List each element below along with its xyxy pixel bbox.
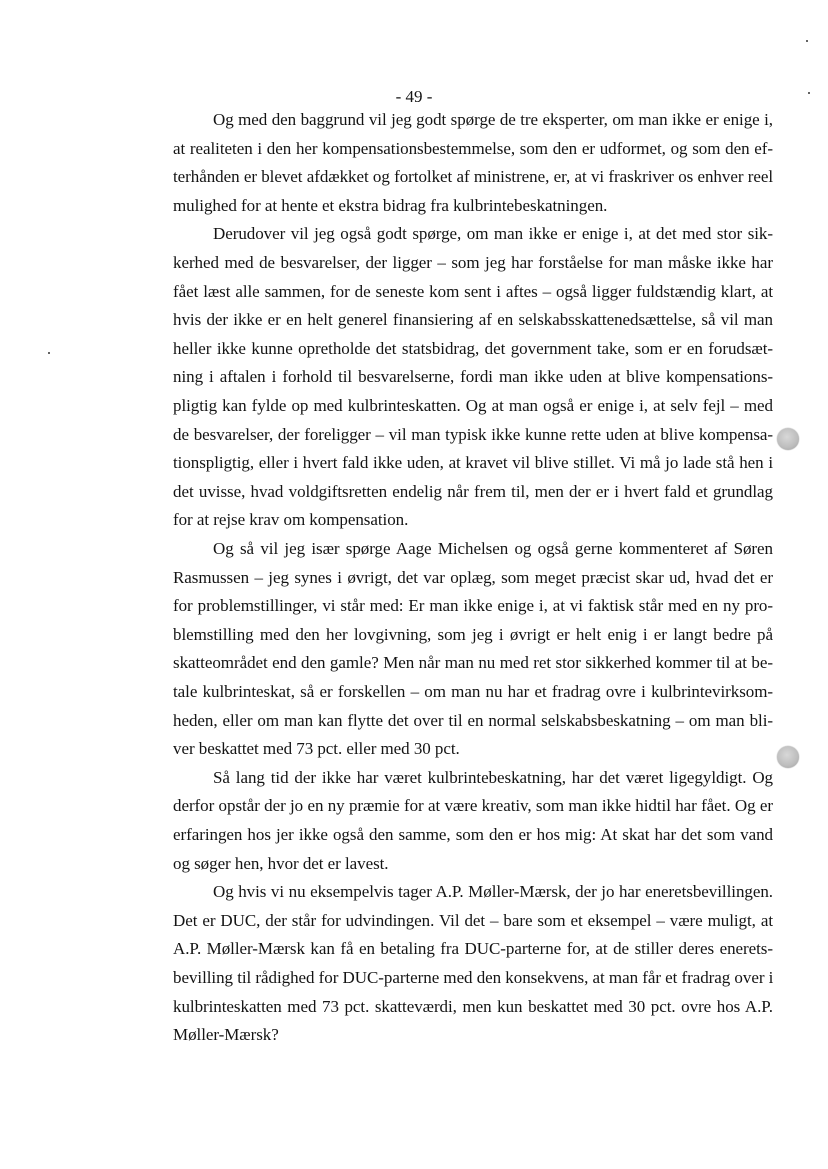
- paragraph-line: erfaringen hos jer ikke også den samme, som den er hos mig: At skat har det som vand: [173, 825, 773, 844]
- paragraph-line: kulbrinteskatten med 73 pct. skatteværdi, men kun beskattet med 30 pct. ovre hos A.P.: [173, 996, 773, 1016]
- paragraph-line: Møller-Mærsk?: [173, 1025, 279, 1045]
- paragraph-line: pligtig kan fylde op med kulbrinteskatten. Og at man også er enige i, at selv fejl – med: [173, 396, 773, 415]
- paragraph-line: tionspligtig, eller i hvert fald ikke uden, at kravet vil blive stillet. Vi må jo lade stå hen i: [173, 453, 773, 473]
- punch-hole: [777, 428, 799, 450]
- scan-speck: [48, 352, 50, 354]
- paragraph-first-line: Så lang tid der ikke har været kulbrintebeskatning, har det været ligegyldigt. Og: [213, 767, 773, 787]
- paragraph-line: skatteområdet end den gamle? Men når man nu med ret stor sikkerhed kommer til at be-: [173, 653, 773, 673]
- paragraph-line: Rasmussen – jeg synes i øvrigt, det var oplæg, som meget præcist skar ud, hvad det er: [173, 567, 773, 587]
- paragraph-line: ver beskattet med 73 pct. eller med 30 pct.: [173, 739, 460, 759]
- paragraph-first-line: Derudover vil jeg også godt spørge, om man ikke er enige i, at det med stor sik-: [213, 224, 773, 244]
- paragraph-line: bevilling til rådighed for DUC-parterne med den konsekvens, at man får et fradrag over i: [173, 968, 774, 987]
- paragraph-line: fået læst alle sammen, for de seneste kom sent i aftes – også ligger fuldstændig klart, at: [173, 281, 773, 301]
- paragraph-line: ning i aftalen i forhold til besvarelserne, fordi man ikke uden at blive kompensations-: [173, 367, 773, 387]
- paragraph-line: blemstilling med den her lovgivning, som jeg i øvrigt er helt enig i er langt bedre på: [173, 624, 773, 644]
- paragraph-line: hvis der ikke er en helt generel finansiering af en selskabsskattenedsættelse, så vil man: [173, 310, 773, 330]
- paragraph-line: A.P. Møller-Mærsk kan få en betaling fra DUC-parterne for, at de stiller deres enerets-: [173, 939, 773, 959]
- paragraph-line: heller ikke kunne opretholde det statsbidrag, det government take, som er en forudsæt-: [173, 338, 773, 358]
- paragraph-line: tale kulbrinteskat, så er forskellen – om man nu har et fradrag ovre i kulbrintevirksom-: [173, 682, 773, 701]
- paragraph-line: og søger hen, hvor det er lavest.: [173, 853, 389, 873]
- paragraph-line: terhånden er blevet afdækket og fortolket af ministrene, er, at vi fraskriver os enhver reel: [173, 167, 773, 187]
- paragraph-line: mulighed for at hente et ekstra bidrag fra kulbrintebeskatningen.: [173, 195, 608, 215]
- paragraph-line: at realiteten i den her kompensationsbestemmelse, som den er udformet, og som den ef-: [173, 138, 773, 158]
- paragraph-first-line: Og så vil jeg især spørge Aage Michelsen og også gerne kommenteret af Søren: [213, 539, 773, 558]
- paragraph-line: de besvarelser, der foreligger – vil man typisk ikke kunne rette uden at blive kompensa-: [173, 424, 773, 444]
- paragraph-line: for problemstillinger, vi står med: Er man ikke enige i, at vi faktisk står med en ny pro-: [173, 596, 773, 616]
- punch-hole: [777, 746, 799, 768]
- paragraph-line: kerhed med de besvarelser, der ligger – som jeg har forståelse for man måske ikke har: [173, 253, 773, 272]
- scan-speck: [806, 40, 808, 42]
- paragraph-line: Det er DUC, der står for udvindingen. Vil det – bare som et eksempel – være muligt, at: [173, 910, 773, 930]
- scan-speck: [808, 92, 810, 94]
- page-number: - 49 -: [395, 87, 433, 106]
- paragraph-first-line: Og hvis vi nu eksempelvis tager A.P. Møller-Mærsk, der jo har eneretsbevillingen.: [213, 882, 773, 902]
- paragraph-line: det uvisse, hvad voldgiftsretten endelig når frem til, men der er i hvert fald et grundlag: [173, 481, 773, 501]
- paragraph-line: heden, eller om man kan flytte det over til en normal selskabsbeskatning – om man bli-: [173, 710, 773, 730]
- paragraph-first-line: Og med den baggrund vil jeg godt spørge de tre eksperter, om man ikke er enige i,: [213, 110, 773, 129]
- paragraph-line: for at rejse krav om kompensation.: [173, 510, 409, 530]
- paragraph-line: derfor opstår der jo en ny præmie for at være kreativ, som man ikke hidtil har fået. Og er: [173, 796, 773, 816]
